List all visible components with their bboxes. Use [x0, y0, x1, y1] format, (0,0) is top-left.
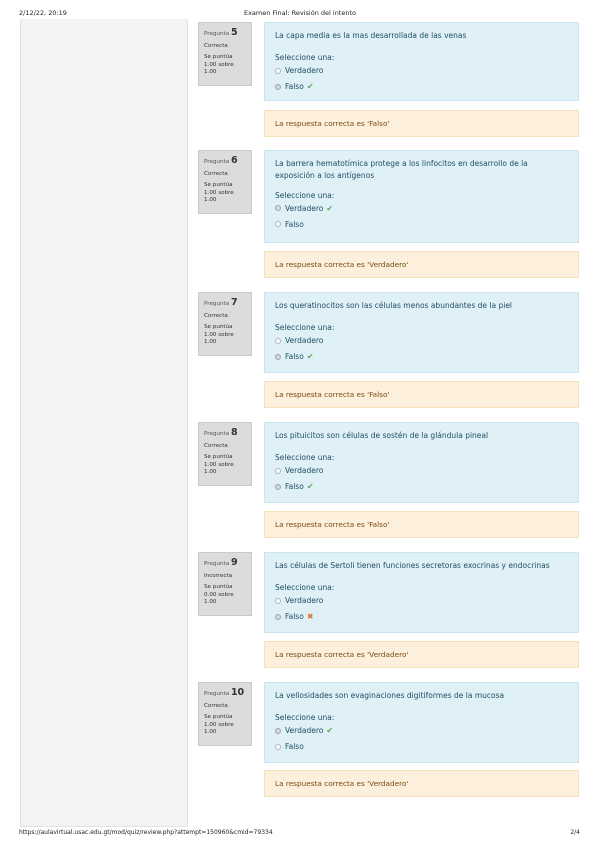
answer-option[interactable]	[275, 79, 568, 94]
question-content	[264, 422, 579, 503]
answer-option[interactable]	[275, 201, 568, 216]
answer-prompt: Seleccione una:	[275, 453, 335, 463]
page-title: Examen Final: Revisión del intento	[243, 9, 357, 17]
question-state: Correcta	[204, 442, 228, 449]
check-icon: ✔	[326, 203, 334, 213]
answer-option[interactable]	[275, 723, 568, 738]
answer-prompt: Seleccione una:	[275, 323, 335, 333]
radio-button[interactable]	[275, 468, 281, 474]
question-text: La vellosidades son evaginaciones digitiformes de la mucosa	[275, 691, 505, 700]
question-grade: Se puntúa 0.00 sobre 1.00	[204, 584, 234, 606]
radio-button-selected[interactable]	[275, 205, 281, 211]
question-grade: Se puntúa 1.00 sobre 1.00	[204, 714, 234, 736]
correct-answer-feedback: La respuesta correcta es 'Falso'	[264, 511, 579, 538]
correct-answer-feedback: La respuesta correcta es 'Verdadero'	[264, 770, 579, 797]
radio-button[interactable]	[275, 598, 281, 604]
question-number: 10	[230, 687, 245, 698]
question-content	[264, 682, 579, 763]
question-label: Pregunta	[204, 31, 230, 37]
question-info	[198, 682, 252, 746]
question-state: Correcta	[204, 42, 228, 49]
check-icon: ✔	[306, 482, 314, 492]
radio-button-selected[interactable]	[275, 728, 281, 734]
question-label: Pregunta	[204, 431, 230, 437]
radio-button-selected[interactable]	[275, 354, 281, 360]
page-url: https://aulavirtual.usac.edu.gt/mod/quiz/review.php?attempt=150960&cmid=79334	[19, 829, 273, 836]
question-grade: Se puntúa 1.00 sobre 1.00	[204, 324, 234, 346]
answer-option[interactable]	[275, 463, 568, 478]
answer-prompt: Seleccione una:	[275, 190, 335, 200]
question-number: 7	[230, 297, 238, 308]
radio-button-selected[interactable]	[275, 484, 281, 490]
question-info	[198, 22, 252, 86]
radio-button[interactable]	[275, 338, 281, 344]
answer-prompt: Seleccione una:	[275, 53, 335, 63]
answer-option[interactable]	[275, 479, 568, 494]
check-icon: ✔	[306, 352, 314, 362]
answer-option[interactable]	[275, 333, 568, 348]
radio-button-selected[interactable]	[275, 614, 281, 620]
question-grade: Se puntúa 1.00 sobre 1.00	[204, 454, 234, 476]
question-content	[264, 292, 579, 373]
answer-label: Verdadero	[285, 726, 324, 736]
answer-label: Verdadero	[285, 203, 324, 213]
print-datetime: 2/12/22, 20:19	[19, 9, 67, 17]
question-label: Pregunta	[204, 159, 230, 165]
question-label: Pregunta	[204, 561, 230, 567]
question-grade: Se puntúa 1.00 sobre 1.00	[204, 182, 234, 204]
question-state: Correcta	[204, 170, 228, 177]
answer-label: Verdadero	[285, 66, 324, 76]
answer-label: Falso	[285, 482, 304, 492]
question-text: Las células de Sertoli tienen funciones secretoras exocrinas y endocrinas	[275, 561, 550, 570]
question-info	[198, 150, 252, 214]
radio-button[interactable]	[275, 68, 281, 74]
answer-option[interactable]	[275, 739, 568, 754]
question-info	[198, 422, 252, 486]
correct-answer-feedback: La respuesta correcta es 'Falso'	[264, 381, 579, 408]
radio-button[interactable]	[275, 744, 281, 750]
check-icon: ✔	[306, 82, 314, 92]
question-label: Pregunta	[204, 691, 230, 697]
question-text: Los pituicitos son células de sostén de la glándula pineal	[275, 431, 489, 440]
radio-button[interactable]	[275, 221, 281, 227]
question-number: 5	[230, 27, 238, 38]
question-content	[264, 150, 579, 243]
check-icon: ✔	[326, 726, 334, 736]
answer-label: Verdadero	[285, 466, 324, 476]
question-text: Los queratinocitos son las células menos abundantes de la piel	[275, 301, 513, 310]
cross-icon: ✖	[306, 612, 314, 622]
question-number: 6	[230, 155, 238, 166]
answer-prompt: Seleccione una:	[275, 713, 335, 723]
answer-label: Falso	[285, 82, 304, 92]
question-label: Pregunta	[204, 301, 230, 307]
answer-option[interactable]	[275, 593, 568, 608]
question-text: La capa media es la mas desarrollada de las venas	[275, 31, 467, 40]
question-text: La barrera hematotímica protege a los linfocitos en desarrollo de la exposición a los antígenos	[275, 159, 528, 181]
answer-label: Verdadero	[285, 596, 324, 606]
answer-option[interactable]	[275, 63, 568, 78]
radio-button-selected[interactable]	[275, 84, 281, 90]
question-grade: Se puntúa 1.00 sobre 1.00	[204, 54, 234, 76]
answer-label: Falso	[285, 352, 304, 362]
question-info	[198, 552, 252, 616]
answer-option[interactable]	[275, 349, 568, 364]
answer-prompt: Seleccione una:	[275, 583, 335, 593]
correct-answer-feedback: La respuesta correcta es 'Falso'	[264, 110, 579, 137]
answer-label: Falso	[285, 219, 304, 229]
answer-option[interactable]	[275, 217, 568, 232]
question-state: Incorrecta	[204, 572, 233, 579]
page-number: 2/4	[570, 829, 580, 836]
question-info	[198, 292, 252, 356]
correct-answer-feedback: La respuesta correcta es 'Verdadero'	[264, 251, 579, 278]
answer-label: Falso	[285, 742, 304, 752]
answer-label: Falso	[285, 612, 304, 622]
answer-option[interactable]	[275, 609, 568, 624]
question-content	[264, 552, 579, 633]
question-state: Correcta	[204, 312, 228, 319]
question-number: 8	[230, 427, 238, 438]
question-state: Correcta	[204, 702, 228, 709]
question-number: 9	[230, 557, 238, 568]
answer-label: Verdadero	[285, 336, 324, 346]
correct-answer-feedback: La respuesta correcta es 'Verdadero'	[264, 641, 579, 668]
question-content	[264, 22, 579, 101]
left-sidebar	[20, 19, 188, 827]
